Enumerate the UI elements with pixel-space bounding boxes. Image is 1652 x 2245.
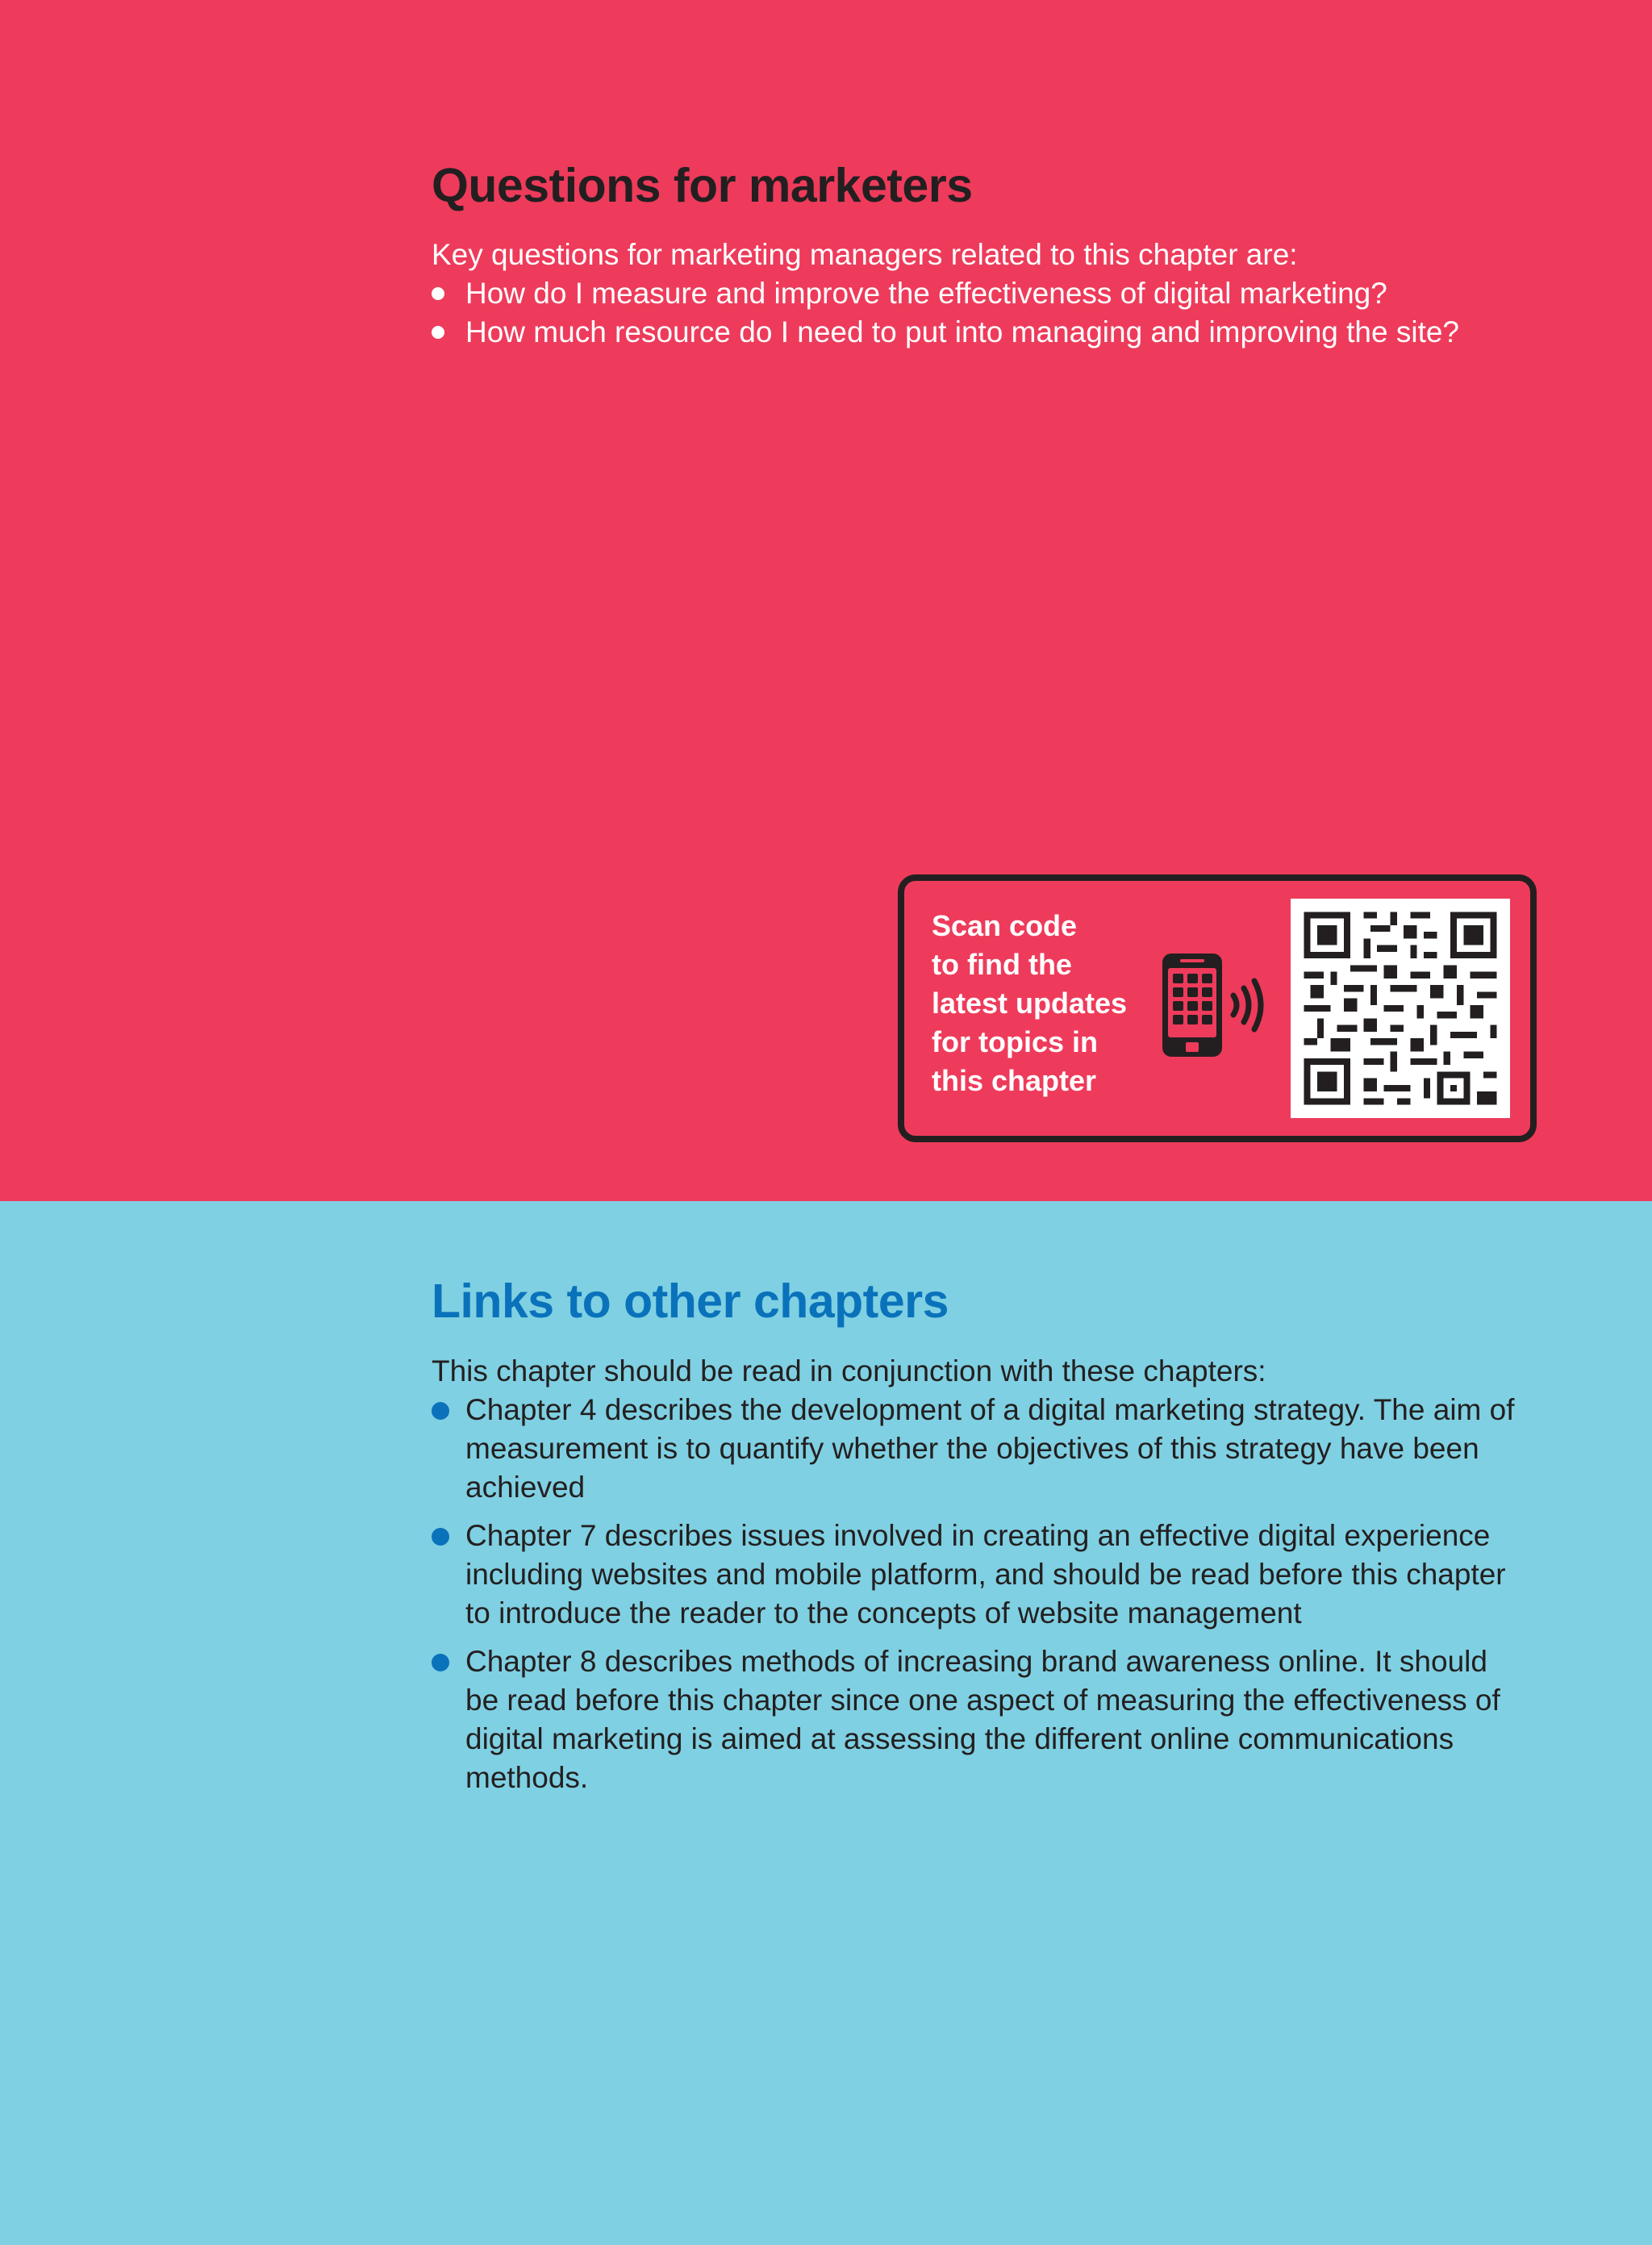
bullet-icon [432, 287, 444, 300]
question-text: How much resource do I need to put into managing and improving the site? [465, 315, 1460, 348]
scan-code-text [932, 907, 1149, 1100]
links-heading: Links to other chapters [432, 1275, 949, 1328]
links-section [432, 1273, 1529, 1807]
chapter-item [432, 1517, 1529, 1633]
chapter-text: Chapter 8 describes methods of increasing brand awareness online. It should be read before this chapter since one aspect of measuring the effectiveness of digital marketing is aimed at assessing the different online communications methods. [465, 1645, 1500, 1794]
scan-line: latest updates [932, 987, 1128, 1020]
links-intro: This chapter should be read in conjunction with these chapters: [432, 1354, 1266, 1387]
questions-list [432, 274, 1529, 352]
bullet-icon [432, 1402, 449, 1420]
questions-heading: Questions for marketers [432, 159, 973, 212]
bullet-icon [432, 1528, 449, 1546]
chapter-item [432, 1391, 1529, 1507]
scan-line: Scan code [932, 909, 1078, 942]
question-text: How do I measure and improve the effectiveness of digital marketing? [465, 277, 1387, 310]
chapter-item [432, 1642, 1529, 1797]
questions-intro: Key questions for marketing managers related to this chapter are: [432, 238, 1298, 271]
phone-signal-icon [1162, 953, 1275, 1060]
scan-code-box [898, 874, 1537, 1142]
question-item [432, 274, 1529, 313]
qr-code-icon [1291, 899, 1510, 1118]
bullet-icon [432, 326, 444, 339]
links-list [432, 1391, 1529, 1797]
bullet-icon [432, 1654, 449, 1671]
scan-line: this chapter [932, 1064, 1097, 1097]
chapter-text: Chapter 4 describes the development of a digital marketing strategy. The aim of measurement is to quantify whether the objectives of this strategy have been achieved [465, 1393, 1515, 1504]
scan-line: for topics in [932, 1025, 1098, 1058]
questions-section [432, 157, 1529, 352]
chapter-text: Chapter 7 describes issues involved in creating an effective digital experience including websites and mobile platform, and should be read before this chapter to introduce the reader to the concepts of website management [465, 1519, 1506, 1630]
question-item [432, 313, 1529, 352]
scan-line: to find the [932, 948, 1072, 981]
